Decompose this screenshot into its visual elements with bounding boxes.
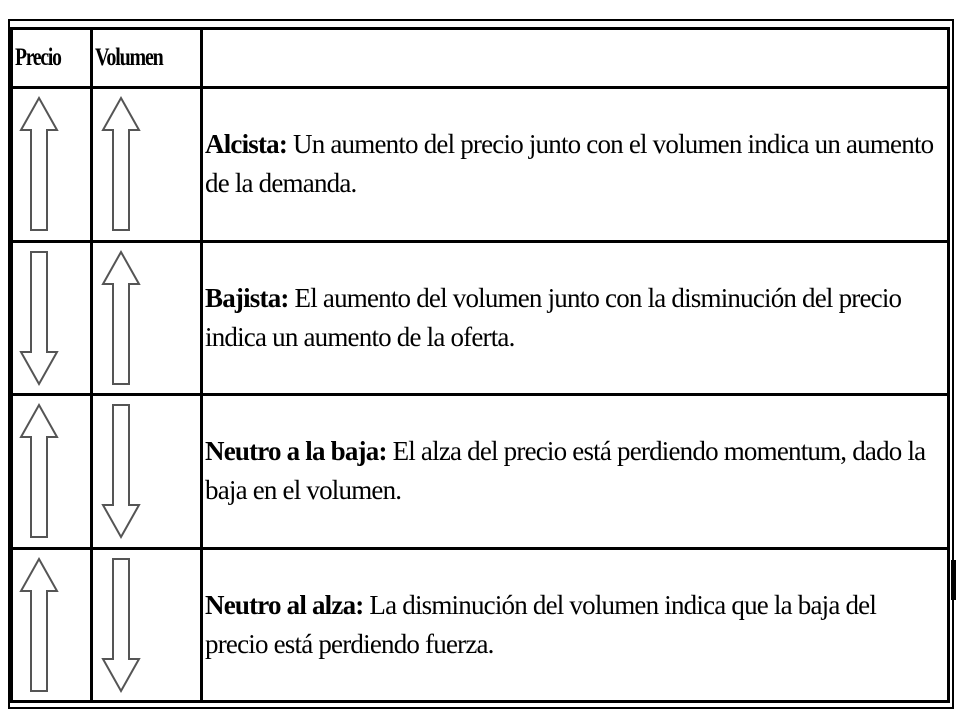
down-arrow-icon	[99, 401, 143, 541]
up-arrow-icon	[99, 248, 143, 388]
up-arrow-icon	[99, 94, 143, 234]
volume-cell	[92, 241, 202, 394]
trend-term: Bajista:	[205, 282, 289, 313]
price-cell	[12, 395, 92, 548]
down-arrow-icon	[17, 248, 61, 388]
trend-text: El aumento del volumen junto con la disminución del precio indica un aumento de la oferta.	[205, 282, 902, 352]
up-arrow-icon	[17, 555, 61, 695]
trend-text: Un aumento del precio junto con el volumen indica un aumento de la demanda.	[205, 129, 934, 199]
description-cell	[202, 548, 949, 701]
price-cell	[12, 241, 92, 394]
volume-cell	[92, 88, 202, 241]
description-cell	[202, 395, 949, 548]
description-cell	[202, 241, 949, 394]
header-description	[202, 29, 949, 88]
trend-term: Alcista:	[205, 129, 288, 160]
trend-term: Neutro a la baja:	[205, 436, 387, 467]
table-row	[12, 241, 949, 394]
trend-text: El alza del precio está perdiendo momentum, dado la baja en el volumen.	[205, 436, 926, 506]
table-row	[12, 548, 949, 701]
price-volume-table	[10, 27, 950, 703]
header-price: Precio	[12, 29, 92, 88]
table-row	[12, 395, 949, 548]
volume-cell	[92, 395, 202, 548]
up-arrow-icon	[17, 401, 61, 541]
price-cell	[12, 548, 92, 701]
table-header-row	[12, 29, 949, 88]
down-arrow-icon	[99, 555, 143, 695]
header-volume: Volumen	[92, 29, 202, 88]
side-marker	[951, 560, 956, 600]
trend-text: La disminución del volumen indica que la baja del precio está perdiendo fuerza.	[205, 589, 877, 659]
trend-term: Neutro al alza:	[205, 589, 364, 620]
price-cell	[12, 88, 92, 241]
table-row	[12, 88, 949, 241]
volume-cell	[92, 548, 202, 701]
up-arrow-icon	[17, 94, 61, 234]
description-cell	[202, 88, 949, 241]
